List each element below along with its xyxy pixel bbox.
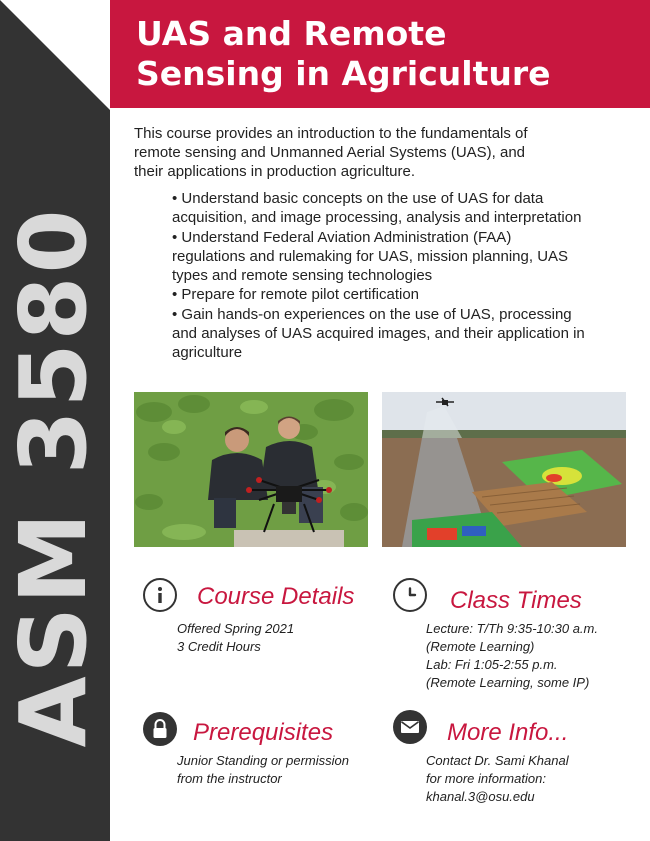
contact-email[interactable]: khanal.3@osu.edu <box>426 789 535 804</box>
objective-line: types and remote sensing technologies <box>172 267 433 285</box>
photo-drone-field-maps-art <box>382 392 626 547</box>
description-line: This course provides an introduction to the fundamentals of <box>134 125 528 142</box>
objective-line: and analyses of UAS acquired images, and their application in <box>172 325 585 343</box>
course-details-title: Course Details <box>197 583 355 610</box>
info-icon <box>143 578 177 612</box>
more-info-body <box>426 752 569 806</box>
description-line: remote sensing and Unmanned Aerial Systems (UAS), and <box>134 144 526 161</box>
objective-line: acquisition, and image processing, analysis and interpretation <box>172 209 582 227</box>
photo-drone-field-maps <box>382 392 626 547</box>
prerequisites-line: Junior Standing or permission <box>177 753 349 768</box>
course-details-line: 3 Credit Hours <box>177 639 261 654</box>
objective-line: • Gain hands-on experiences on the use of UAS, processing <box>172 305 572 323</box>
objective-item <box>172 285 612 304</box>
objective-item <box>172 189 612 228</box>
objective-line: regulations and rulemaking for UAS, mission planning, UAS <box>172 247 569 265</box>
objective-item <box>172 228 612 286</box>
class-times-line: (Remote Learning, some IP) <box>426 675 590 690</box>
title-line-1: UAS and Remote <box>136 14 447 53</box>
page-title <box>136 14 551 94</box>
course-details-body <box>177 620 294 656</box>
description-line: their applications in production agriculture. <box>134 163 415 180</box>
course-code-vertical: ASM 3580 <box>0 206 107 748</box>
class-times-body <box>426 620 598 692</box>
class-times-line: Lecture: T/Th 9:35-10:30 a.m. <box>426 621 598 636</box>
course-details-line: Offered Spring 2021 <box>177 621 295 636</box>
more-info-title: More Info... <box>447 719 569 746</box>
photo-students-drone-art <box>134 392 368 547</box>
more-info-line: for more information: <box>426 771 546 786</box>
header-banner <box>110 0 650 108</box>
prerequisites-title: Prerequisites <box>193 719 334 746</box>
class-times-title: Class Times <box>450 587 582 614</box>
course-description <box>134 124 604 181</box>
class-times-line: Lab: Fri 1:05-2:55 p.m. <box>426 657 558 672</box>
class-times-line: (Remote Learning) <box>426 639 535 654</box>
objective-item <box>172 305 612 363</box>
more-info-line: Contact Dr. Sami Khanal <box>426 753 569 768</box>
objective-line: agriculture <box>172 344 243 362</box>
lock-icon <box>143 712 177 746</box>
objective-line: • Understand basic concepts on the use of UAS for data <box>172 190 544 207</box>
clock-icon <box>393 578 427 612</box>
prerequisites-line: from the instructor <box>177 771 282 786</box>
sidebar <box>0 0 110 841</box>
objective-line: • Prepare for remote pilot certification <box>172 286 420 304</box>
mail-icon <box>393 710 427 744</box>
sidebar-corner <box>0 0 110 110</box>
title-line-2: Sensing in Agriculture <box>136 54 551 93</box>
objectives-list <box>172 189 612 363</box>
photo-students-drone <box>134 392 368 547</box>
prerequisites-body <box>177 752 349 788</box>
objective-line: • Understand Federal Aviation Administration (FAA) <box>172 228 512 246</box>
